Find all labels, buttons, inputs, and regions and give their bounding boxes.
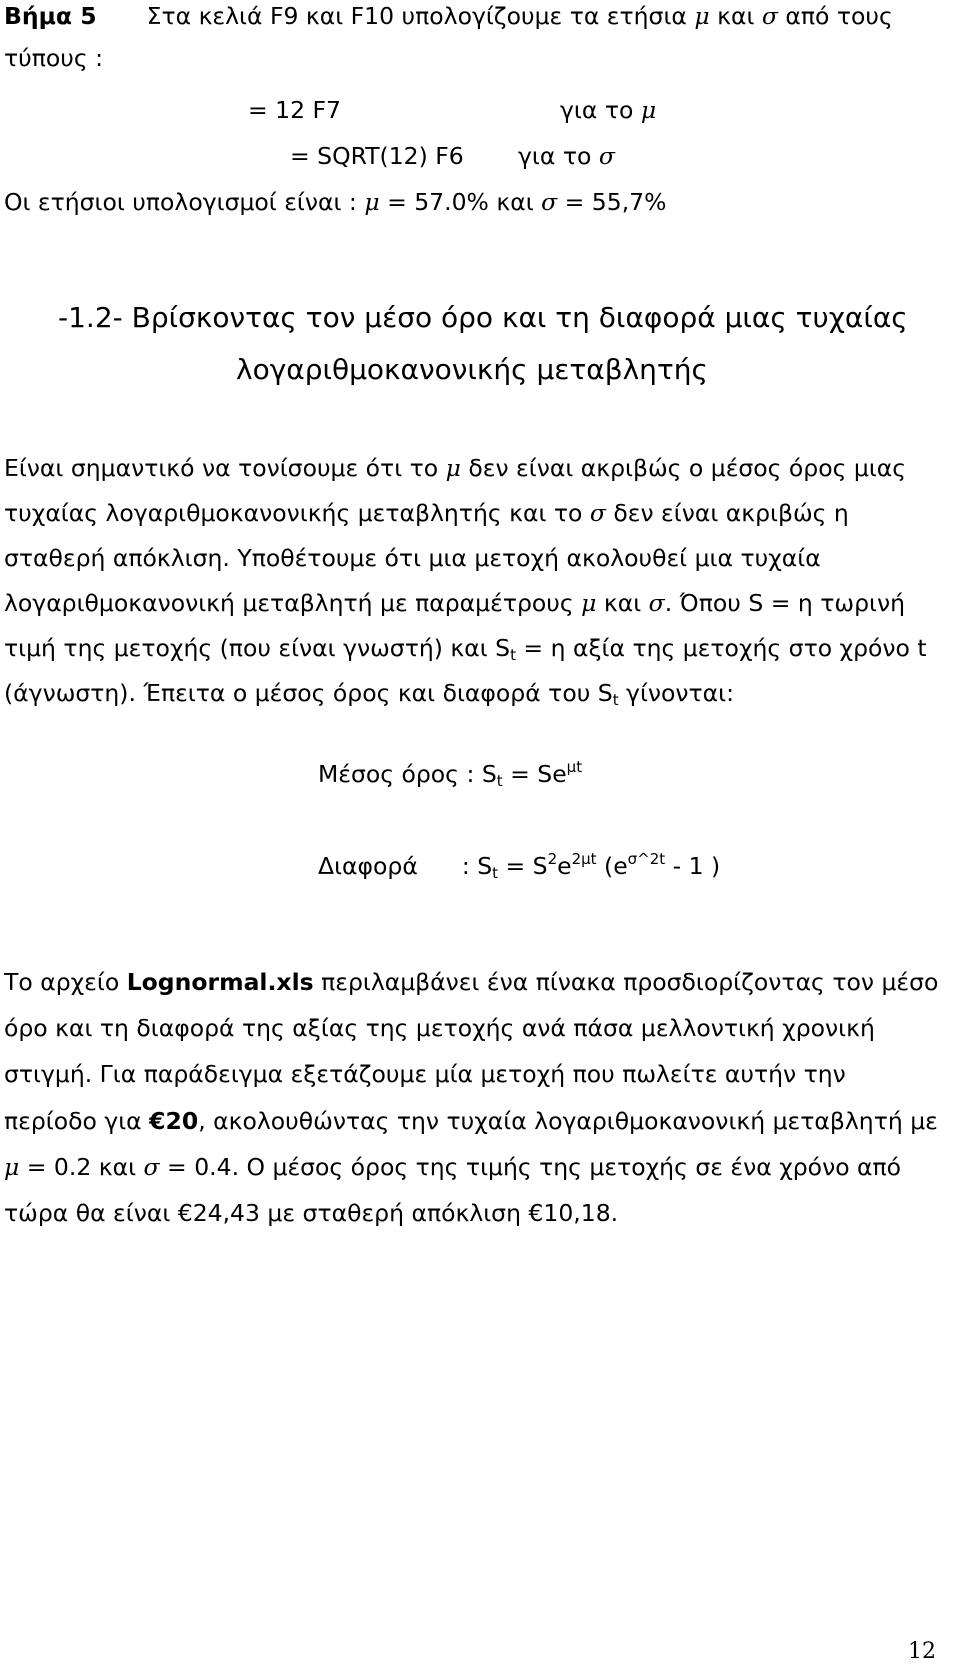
mu-symbol: μ: [694, 2, 710, 30]
formula-1-expr: = 12 F7: [248, 96, 342, 124]
sigma-symbol: σ: [143, 1153, 160, 1181]
step-text: από τους: [777, 2, 893, 30]
para1-line-1: Είναι σημαντικό να τονίσουμε ότι το μ δεν είναι ακριβώς ο μέσος όρος μιας: [4, 454, 907, 482]
sigma-symbol: σ: [541, 188, 558, 216]
section-heading-line-1: -1.2- Βρίσκοντας τον μέσο όρο και τη διαφορά μιας τυχαίας: [58, 301, 908, 334]
step-text: και: [709, 2, 762, 30]
sigma-symbol: σ: [761, 2, 778, 30]
step-label: Βήμα 5: [4, 2, 97, 30]
para2-line-2: όρο και τη διαφορά της αξίας της μετοχής ανά πάσα μελλοντική χρονική: [4, 1014, 875, 1042]
para2-line-5: μ = 0.2 και σ = 0.4. Ο μέσος όρος της τιμής της μετοχής σε ένα χρόνο από: [4, 1153, 902, 1181]
para1-line-5: τιμή της μετοχής (που είναι γνωστή) και $S_t = \eta$ αξία της μετοχής στο χρόνο t: [4, 634, 927, 664]
para2-line-3: στιγμή. Για παράδειγμα εξετάζουμε μία μετοχή που πωλείτε αυτήν την: [4, 1060, 846, 1088]
para1-line-4: λογαριθμοκανονική μεταβλητή με παραμέτρους μ και σ. Όπου S = η τωρινή: [4, 589, 905, 617]
step-line-1: [4, 0, 893, 32]
mu-symbol: μ: [581, 589, 597, 617]
step-text: Στα κελιά F9 και F10 υπολογίζουμε τα ετήσια: [146, 2, 695, 30]
mu-symbol: μ: [4, 1153, 20, 1181]
variance-formula: Διαφορά : $S_t = S^2e^{2\mu t}$ ($e^{\sigma\^{}2t} - 1$ ): [318, 850, 721, 882]
para2-line-6: τώρα θα είναι €24,43 με σταθερή απόκλιση €10,18.: [4, 1199, 619, 1227]
mean-formula: Μέσος όρος : $S_t = Se^{\mu t}$: [318, 758, 583, 790]
para1-line-3: σταθερή απόκλιση. Υποθέτουμε ότι μια μετοχή ακολουθεί μια τυχαία: [4, 544, 821, 572]
para2-line-1: Το αρχείο Lognormal.xls περιλαμβάνει ένα πίνακα προσδιορίζοντας τον μέσο: [4, 968, 939, 996]
price-amount: €20: [149, 1107, 199, 1135]
sigma-symbol: σ: [598, 142, 615, 170]
section-heading-line-2: λογαριθμοκανονικής μεταβλητής: [236, 353, 708, 386]
mu-symbol: μ: [640, 96, 657, 124]
para2-line-4: περίοδο για €20, ακολουθώντας την τυχαία λογαριθμοκανονική μεταβλητή με: [4, 1107, 938, 1135]
formula-2-for: για το σ: [518, 142, 615, 170]
page-number: 12: [908, 1639, 936, 1664]
sigma-symbol: σ: [648, 589, 665, 617]
mu-symbol: μ: [364, 188, 380, 216]
para1-line-2: τυχαίας λογαριθμοκανονικής μεταβλητής και το σ δεν είναι ακριβώς η: [4, 499, 849, 527]
step-line-2: τύπους :: [4, 44, 104, 72]
formula-2-expr: = SQRT(12) F6: [290, 142, 464, 170]
para1-line-6: (άγνωστη). Έπειτα ο μέσος όρος και διαφορά του $S_t$ γίνονται:: [4, 679, 735, 709]
file-name: Lognormal.xls: [126, 968, 314, 996]
annual-results: Οι ετήσιοι υπολογισμοί είναι : μ = 57.0% και σ = 55,7%: [4, 188, 667, 216]
mu-symbol: μ: [445, 454, 461, 482]
formula-1-for: για το μ: [560, 96, 657, 124]
sigma-symbol: σ: [589, 499, 606, 527]
